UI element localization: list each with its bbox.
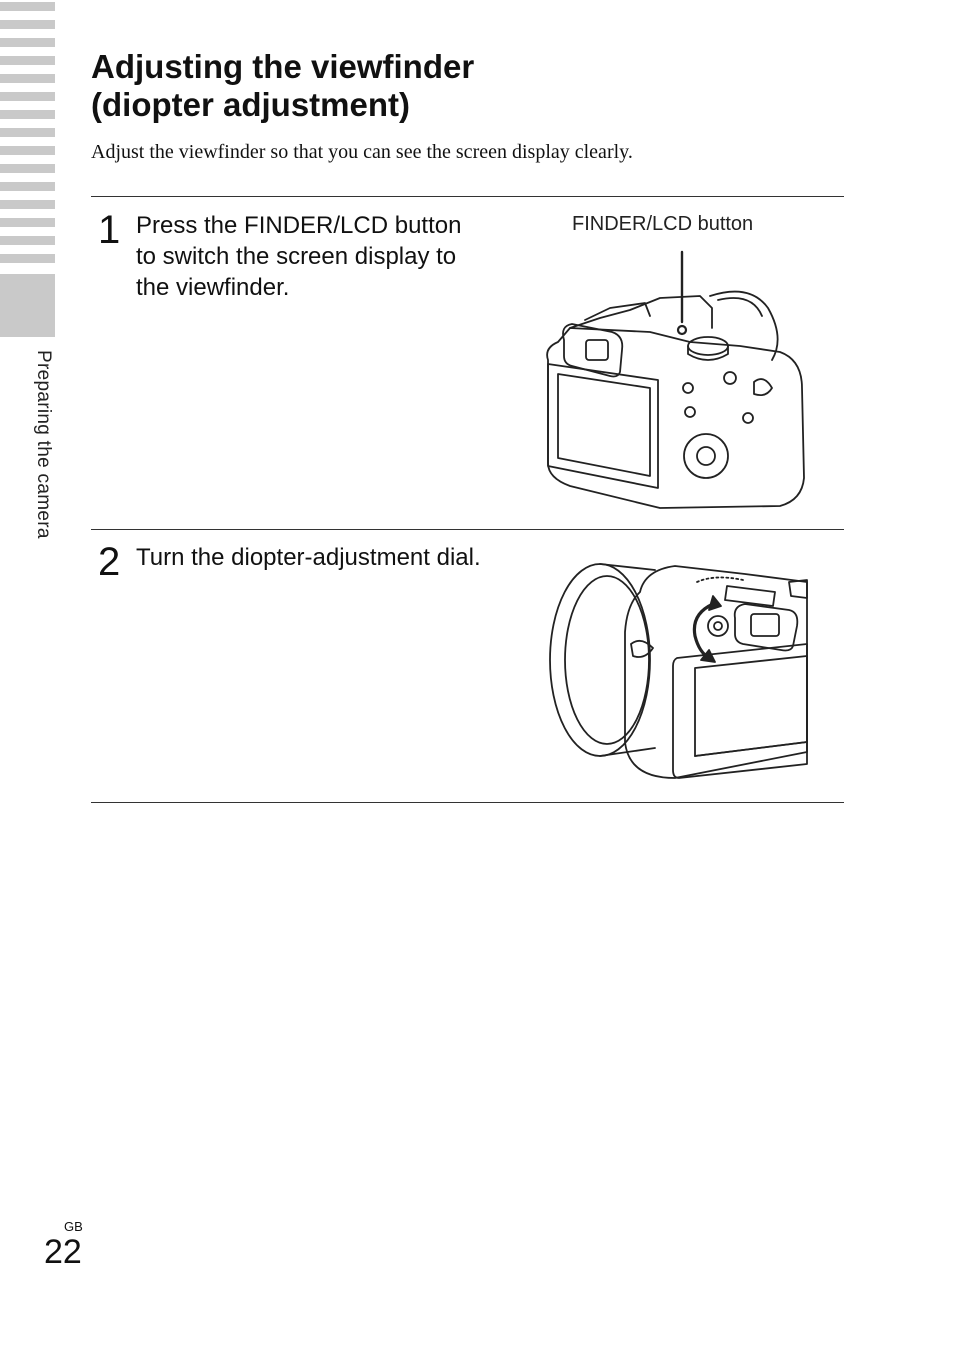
viewfinder-eyecup	[735, 604, 798, 651]
page-title	[91, 48, 474, 124]
lcd-screen	[695, 656, 807, 756]
lcd-screen-frame	[673, 644, 807, 778]
intro-text: Adjust the viewfinder so that you can see the screen display clearly.	[91, 141, 633, 163]
control-wheel	[684, 434, 728, 478]
lcd-screen-frame	[548, 364, 658, 488]
camera-diopter-dial-illustration	[545, 552, 810, 784]
diopter-dial	[708, 616, 728, 636]
step-1-number: 1	[98, 208, 121, 252]
page-number: 22	[44, 1233, 82, 1271]
viewfinder-window	[586, 340, 608, 360]
viewfinder-eyecup	[563, 324, 622, 377]
side-tab-block	[0, 274, 55, 337]
page-title-line-2: (diopter adjustment)	[91, 86, 410, 123]
hot-shoe	[725, 586, 775, 606]
top-plate	[570, 296, 712, 328]
divider-bottom	[91, 802, 844, 803]
finder-lcd-button	[678, 326, 686, 334]
finder-lcd-callout-label: FINDER/LCD button	[572, 213, 754, 235]
arrow-head-up	[709, 596, 721, 610]
divider-top	[91, 196, 844, 197]
lcd-screen	[558, 374, 650, 476]
step-2-number: 2	[98, 540, 121, 584]
page-region-code: GB	[64, 1219, 83, 1234]
camera-rear-view-illustration	[540, 248, 815, 513]
divider-middle	[91, 529, 844, 530]
section-label: Preparing the camera	[33, 350, 54, 539]
page-title-line-1: Adjusting the viewfinder	[91, 48, 475, 85]
step-1-text: Press the FINDER/LCD button to switch the screen display to the viewfinder.	[136, 212, 462, 301]
mode-dial	[688, 337, 728, 355]
step-2-text: Turn the diopter-adjustment dial.	[136, 544, 481, 571]
viewfinder-window	[751, 614, 779, 636]
